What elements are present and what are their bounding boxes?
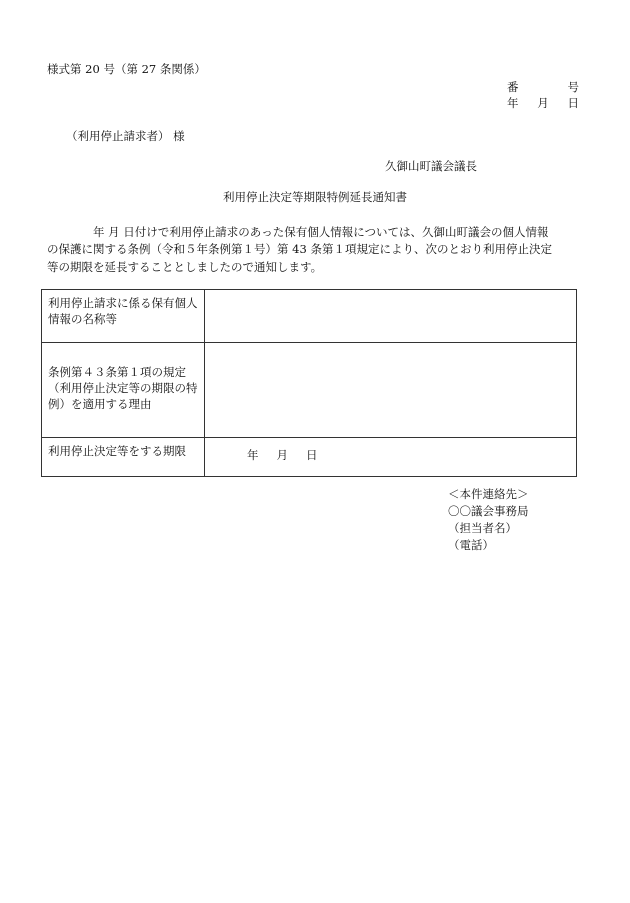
- row-value-reason: [205, 343, 577, 438]
- row-label-reason: 条例第４３条第１項の規定（利用停止決定等の期限の特例）を適用する理由: [42, 343, 205, 438]
- issue-date-field: [507, 98, 579, 110]
- number-prefix: 番: [507, 80, 519, 94]
- date-year: 年: [507, 96, 519, 110]
- row-label-info-name: 利用停止請求に係る保有個人情報の名称等: [42, 290, 205, 343]
- contact-phone: （電話）: [448, 538, 494, 552]
- sender-line: 久御山町議会議長: [385, 159, 477, 173]
- document-number-field: [507, 82, 579, 94]
- recipient-line: （利用停止請求者） 様: [66, 129, 185, 143]
- contact-heading: ＜本件連絡先＞: [448, 487, 529, 501]
- details-table: [41, 289, 577, 477]
- document-title: 利用停止決定等期限特例延長通知書: [223, 190, 407, 204]
- body-line: 等の期限を延長することとしましたので通知します。: [47, 259, 323, 274]
- contact-office: 〇〇議会事務局: [448, 504, 529, 518]
- body-paragraph: [47, 224, 582, 276]
- number-suffix: 号: [567, 80, 579, 94]
- row-value-deadline: [205, 438, 577, 477]
- contact-person: （担当者名）: [448, 521, 517, 535]
- contact-block: [448, 486, 529, 554]
- row-label-deadline: 利用停止決定等をする期限: [42, 438, 205, 477]
- deadline-month: 月: [276, 448, 288, 462]
- table-row: [42, 290, 577, 343]
- row-value-info-name: [205, 290, 577, 343]
- date-day: 日: [567, 96, 579, 110]
- table-row: [42, 343, 577, 438]
- body-line: 年 月 日付けで利用停止請求のあった保有個人情報については、久御山町議会の個人情報: [93, 225, 549, 239]
- deadline-day: 日: [306, 448, 318, 462]
- date-month: 月: [537, 96, 549, 110]
- form-number-label: 様式第 20 号（第 27 条関係）: [47, 62, 206, 76]
- body-line: の保護に関する条例（令和５年条例第１号）第 43 条第１項規定により、次のとおり利用停止決定: [47, 242, 552, 257]
- deadline-year: 年: [247, 448, 259, 462]
- table-row: [42, 438, 577, 477]
